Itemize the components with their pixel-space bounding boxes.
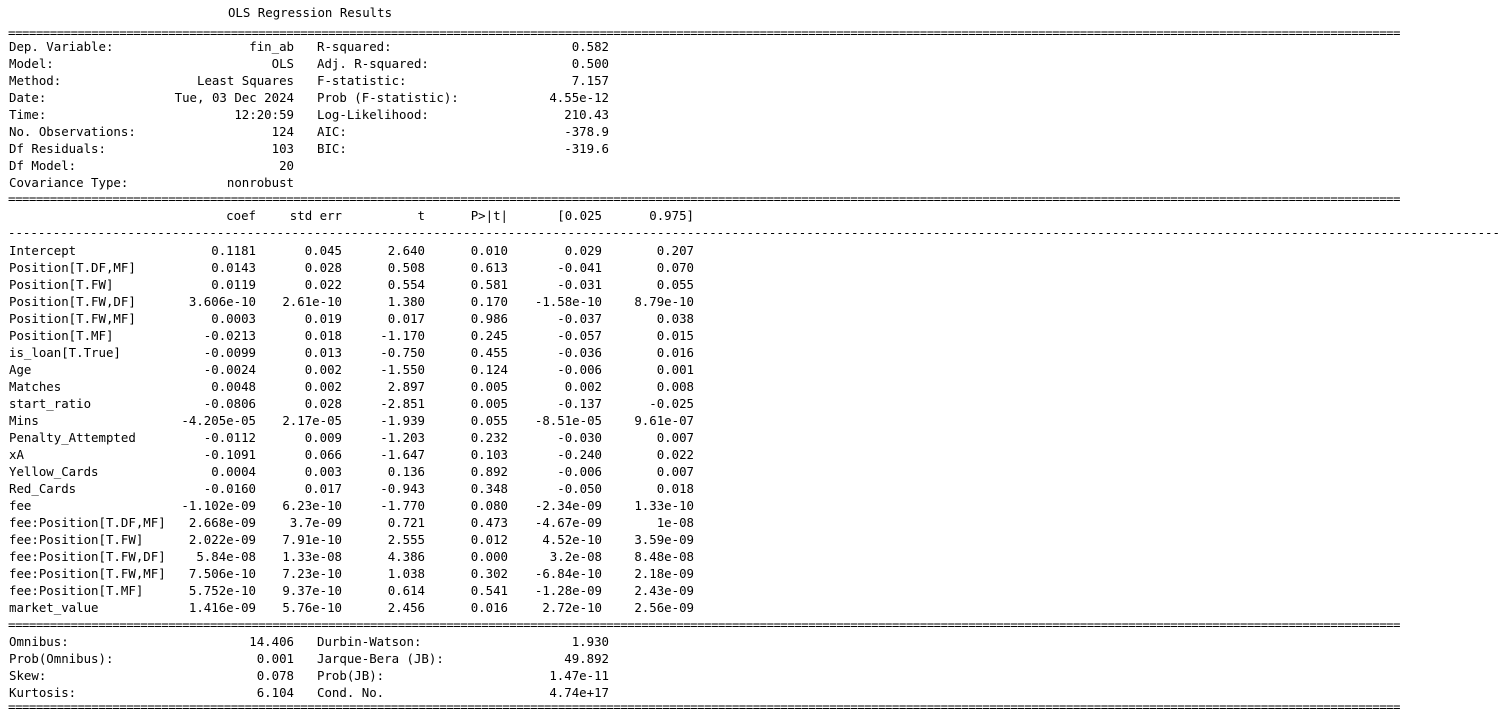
coef-cell: 0.001 — [656, 362, 694, 377]
coef-variable-name: fee — [9, 498, 32, 513]
coef-cell: 0.012 — [470, 532, 508, 547]
coef-cell: 0.348 — [470, 481, 508, 496]
summary-value: 210.43 — [564, 107, 609, 122]
bottom-rule: ======================================================================================================================================================================================================== — [8, 699, 1400, 714]
coef-cell: 0.0119 — [211, 277, 256, 292]
coef-cell: -0.0024 — [203, 362, 256, 377]
coef-variable-name: Penalty_Attempted — [9, 430, 136, 445]
coef-cell: 0.013 — [304, 345, 342, 360]
diagnostic-value: 4.74e+17 — [549, 685, 609, 700]
coef-variable-name: Red_Cards — [9, 481, 77, 496]
coef-cell: -8.51e-05 — [534, 413, 602, 428]
coef-cell: 0.008 — [656, 379, 694, 394]
coef-cell: 0.016 — [470, 600, 508, 615]
coef-variable-name: fee:Position[T.DF,MF] — [9, 515, 166, 530]
coef-cell: 1.416e-09 — [188, 600, 256, 615]
coef-cell: -0.0213 — [203, 328, 256, 343]
coef-cell: 0.018 — [304, 328, 342, 343]
coef-cell: 0.055 — [470, 413, 508, 428]
diagnostic-label: Prob(JB): — [317, 668, 385, 683]
coef-column-header: P>|t| — [470, 208, 508, 223]
summary-value: 124 — [271, 124, 294, 139]
coef-cell: 0.541 — [470, 583, 508, 598]
coef-variable-name: market_value — [9, 600, 99, 615]
section-rule: ======================================================================================================================================================================================================== — [8, 191, 1400, 206]
coef-cell: -0.050 — [557, 481, 602, 496]
coef-cell: -0.137 — [557, 396, 602, 411]
coef-cell: 0.170 — [470, 294, 508, 309]
coef-cell: 2.56e-09 — [634, 600, 694, 615]
coef-cell: 0.017 — [304, 481, 342, 496]
coef-cell: 1.33e-08 — [282, 549, 342, 564]
summary-row — [0, 106, 703, 123]
coef-cell: 0.302 — [470, 566, 508, 581]
top-rule: ======================================================================================================================================================================================================== — [8, 25, 1400, 40]
coef-cell: 0.986 — [470, 311, 508, 326]
coef-cell: 8.48e-08 — [634, 549, 694, 564]
coef-table-row — [0, 310, 703, 327]
summary-value: -378.9 — [564, 124, 609, 139]
coef-cell: 0.002 — [304, 379, 342, 394]
coef-cell: 3.59e-09 — [634, 532, 694, 547]
coef-table-row — [0, 582, 703, 599]
coef-cell: 0.473 — [470, 515, 508, 530]
summary-row — [0, 123, 703, 140]
diagnostic-value: 14.406 — [249, 634, 294, 649]
coef-table-row — [0, 327, 703, 344]
coef-cell: 3.7e-09 — [289, 515, 342, 530]
coef-cell: 0.000 — [470, 549, 508, 564]
coef-cell: -4.205e-05 — [181, 413, 256, 428]
coef-cell: 1.038 — [387, 566, 425, 581]
summary-label: BIC: — [317, 141, 347, 156]
coef-cell: 0.581 — [470, 277, 508, 292]
header-rule: -------------------------------------------------------------------------------------------------------------------------------------------------------------------------------------------------------- — [8, 225, 1500, 240]
coef-cell: 2.18e-09 — [634, 566, 694, 581]
coef-cell: -0.750 — [380, 345, 425, 360]
coef-cell: -1.170 — [380, 328, 425, 343]
coef-cell: -0.036 — [557, 345, 602, 360]
summary-value: 0.500 — [571, 56, 609, 71]
summary-label: Model: — [9, 56, 54, 71]
diagnostic-label: Kurtosis: — [9, 685, 77, 700]
coef-cell: 0.614 — [387, 583, 425, 598]
coef-table-row — [0, 463, 703, 480]
coef-cell: -1.28e-09 — [534, 583, 602, 598]
coef-table-row — [0, 446, 703, 463]
coef-cell: 0.005 — [470, 396, 508, 411]
coef-cell: 0.016 — [656, 345, 694, 360]
coef-cell: -0.0112 — [203, 430, 256, 445]
coef-cell: 7.506e-10 — [188, 566, 256, 581]
diagnostic-label: Durbin-Watson: — [317, 634, 422, 649]
coef-cell: 6.23e-10 — [282, 498, 342, 513]
summary-row — [0, 157, 703, 174]
coef-cell: 5.752e-10 — [188, 583, 256, 598]
coef-variable-name: Position[T.FW] — [9, 277, 114, 292]
coef-cell: -1.550 — [380, 362, 425, 377]
coef-cell: 1.33e-10 — [634, 498, 694, 513]
coef-variable-name: Age — [9, 362, 32, 377]
summary-label: Df Residuals: — [9, 141, 106, 156]
coef-cell: -0.025 — [649, 396, 694, 411]
coef-cell: -0.057 — [557, 328, 602, 343]
coef-cell: 0.232 — [470, 430, 508, 445]
coef-cell: 0.055 — [656, 277, 694, 292]
coef-cell: 0.136 — [387, 464, 425, 479]
coef-cell: 0.0143 — [211, 260, 256, 275]
diagnostic-value: 6.104 — [256, 685, 294, 700]
summary-value: -319.6 — [564, 141, 609, 156]
coef-cell: 2.456 — [387, 600, 425, 615]
coef-cell: 0.018 — [656, 481, 694, 496]
coef-table-row — [0, 344, 703, 361]
coef-cell: 0.070 — [656, 260, 694, 275]
coef-table-row — [0, 412, 703, 429]
coef-variable-name: Intercept — [9, 243, 77, 258]
coef-cell: 4.52e-10 — [542, 532, 602, 547]
summary-label: Prob (F-statistic): — [317, 90, 459, 105]
coef-cell: 7.23e-10 — [282, 566, 342, 581]
coef-cell: -0.031 — [557, 277, 602, 292]
coef-cell: 0.007 — [656, 430, 694, 445]
diagnostic-label: Prob(Omnibus): — [9, 651, 114, 666]
coef-cell: 0.613 — [470, 260, 508, 275]
coef-cell: 2.668e-09 — [188, 515, 256, 530]
coef-cell: -6.84e-10 — [534, 566, 602, 581]
coef-cell: 0.003 — [304, 464, 342, 479]
diagnostic-row — [0, 667, 703, 684]
coef-cell: 2.72e-10 — [542, 600, 602, 615]
coef-cell: 0.045 — [304, 243, 342, 258]
coef-cell: -4.67e-09 — [534, 515, 602, 530]
coef-cell: 8.79e-10 — [634, 294, 694, 309]
coef-variable-name: Position[T.FW,MF] — [9, 311, 136, 326]
coef-variable-name: xA — [9, 447, 24, 462]
coef-column-header: coef — [226, 208, 256, 223]
coef-cell: 0.508 — [387, 260, 425, 275]
coef-cell: 9.61e-07 — [634, 413, 694, 428]
coef-cell: 0.019 — [304, 311, 342, 326]
coef-cell: 0.124 — [470, 362, 508, 377]
coef-table-row — [0, 480, 703, 497]
coef-cell: -1.770 — [380, 498, 425, 513]
summary-row — [0, 55, 703, 72]
coef-variable-name: Matches — [9, 379, 62, 394]
summary-row — [0, 89, 703, 106]
coef-table-row — [0, 293, 703, 310]
summary-label: Covariance Type: — [9, 175, 129, 190]
coef-cell: 5.84e-08 — [196, 549, 256, 564]
coef-variable-name: Mins — [9, 413, 39, 428]
diagnostic-label: Jarque-Bera (JB): — [317, 651, 444, 666]
coef-cell: 0.002 — [564, 379, 602, 394]
summary-row — [0, 38, 703, 55]
coef-variable-name: is_loan[T.True] — [9, 345, 121, 360]
coef-cell: 0.080 — [470, 498, 508, 513]
coef-cell: 0.0003 — [211, 311, 256, 326]
coef-variable-name: fee:Position[T.MF] — [9, 583, 144, 598]
coef-cell: -2.851 — [380, 396, 425, 411]
summary-value: fin_ab — [249, 39, 294, 54]
diagnostic-value: 0.078 — [256, 668, 294, 683]
coef-variable-name: Position[T.FW,DF] — [9, 294, 136, 309]
section-rule: ======================================================================================================================================================================================================== — [8, 617, 1400, 632]
summary-row — [0, 174, 703, 191]
coef-header-row — [0, 207, 703, 224]
coef-cell: -0.006 — [557, 464, 602, 479]
coef-variable-name: start_ratio — [9, 396, 92, 411]
coef-cell: 0.245 — [470, 328, 508, 343]
diagnostic-value: 0.001 — [256, 651, 294, 666]
coef-cell: 9.37e-10 — [282, 583, 342, 598]
coef-table-row — [0, 599, 703, 616]
coef-cell: 0.103 — [470, 447, 508, 462]
coef-table-row — [0, 429, 703, 446]
coef-cell: 0.010 — [470, 243, 508, 258]
coef-cell: -0.006 — [557, 362, 602, 377]
diagnostic-row — [0, 650, 703, 667]
summary-label: Dep. Variable: — [9, 39, 114, 54]
coef-cell: 0.007 — [656, 464, 694, 479]
coef-table-row — [0, 276, 703, 293]
coef-cell: 0.028 — [304, 260, 342, 275]
summary-label: Date: — [9, 90, 47, 105]
coef-variable-name: Position[T.DF,MF] — [9, 260, 136, 275]
coef-cell: 1e-08 — [656, 515, 694, 530]
coef-cell: -2.34e-09 — [534, 498, 602, 513]
coef-cell: 3.2e-08 — [549, 549, 602, 564]
summary-value: OLS — [271, 56, 294, 71]
summary-value: 7.157 — [571, 73, 609, 88]
summary-value: nonrobust — [226, 175, 294, 190]
coef-cell: -1.203 — [380, 430, 425, 445]
diagnostic-label: Omnibus: — [9, 634, 69, 649]
coef-table-row — [0, 395, 703, 412]
coef-cell: 0.207 — [656, 243, 694, 258]
diagnostic-value: 49.892 — [564, 651, 609, 666]
coef-cell: 2.61e-10 — [282, 294, 342, 309]
coef-cell: 0.892 — [470, 464, 508, 479]
coef-cell: 2.897 — [387, 379, 425, 394]
coef-cell: 2.022e-09 — [188, 532, 256, 547]
summary-row — [0, 140, 703, 157]
coef-cell: 2.43e-09 — [634, 583, 694, 598]
coef-variable-name: Yellow_Cards — [9, 464, 99, 479]
coef-cell: 0.554 — [387, 277, 425, 292]
coef-cell: 0.022 — [304, 277, 342, 292]
coef-cell: -0.0806 — [203, 396, 256, 411]
coef-cell: 0.066 — [304, 447, 342, 462]
coef-table-row — [0, 497, 703, 514]
coef-column-header: [0.025 — [557, 208, 602, 223]
summary-row — [0, 72, 703, 89]
summary-label: Log-Likelihood: — [317, 107, 429, 122]
summary-label: Time: — [9, 107, 47, 122]
coef-cell: -0.943 — [380, 481, 425, 496]
coef-column-header: t — [417, 208, 425, 223]
summary-label: Method: — [9, 73, 62, 88]
summary-label: Df Model: — [9, 158, 77, 173]
coef-cell: 5.76e-10 — [282, 600, 342, 615]
coef-cell: 0.015 — [656, 328, 694, 343]
summary-label: No. Observations: — [9, 124, 136, 139]
coef-cell: -0.240 — [557, 447, 602, 462]
coef-cell: 0.455 — [470, 345, 508, 360]
coef-cell: 0.002 — [304, 362, 342, 377]
coef-cell: 0.029 — [564, 243, 602, 258]
coef-cell: 7.91e-10 — [282, 532, 342, 547]
summary-value: 12:20:59 — [234, 107, 294, 122]
coef-cell: 2.640 — [387, 243, 425, 258]
coef-cell: 0.028 — [304, 396, 342, 411]
coef-cell: -0.1091 — [203, 447, 256, 462]
coef-cell: 0.0004 — [211, 464, 256, 479]
coef-cell: 0.005 — [470, 379, 508, 394]
coef-table-row — [0, 378, 703, 395]
summary-value: 103 — [271, 141, 294, 156]
summary-label: R-squared: — [317, 39, 392, 54]
coef-variable-name: Position[T.MF] — [9, 328, 114, 343]
coef-table-row — [0, 242, 703, 259]
coef-cell: -0.041 — [557, 260, 602, 275]
summary-value: Least Squares — [197, 73, 294, 88]
summary-value: 20 — [279, 158, 294, 173]
diagnostic-row — [0, 633, 703, 650]
coef-variable-name: fee:Position[T.FW,DF] — [9, 549, 166, 564]
report-title: OLS Regression Results — [227, 5, 393, 20]
coef-cell: 0.1181 — [211, 243, 256, 258]
coef-cell: -0.0160 — [203, 481, 256, 496]
diagnostic-label: Skew: — [9, 668, 47, 683]
coef-cell: -0.030 — [557, 430, 602, 445]
coef-cell: -1.939 — [380, 413, 425, 428]
coef-cell: 2.555 — [387, 532, 425, 547]
coef-cell: 0.022 — [656, 447, 694, 462]
summary-label: F-statistic: — [317, 73, 407, 88]
diagnostic-value: 1.47e-11 — [549, 668, 609, 683]
coef-cell: 3.606e-10 — [188, 294, 256, 309]
coef-table-row — [0, 548, 703, 565]
summary-value: Tue, 03 Dec 2024 — [174, 90, 294, 105]
coef-table-row — [0, 259, 703, 276]
coef-column-header: std err — [289, 208, 342, 223]
coef-variable-name: fee:Position[T.FW] — [9, 532, 144, 547]
summary-value: 0.582 — [571, 39, 609, 54]
coef-variable-name: fee:Position[T.FW,MF] — [9, 566, 166, 581]
summary-label: AIC: — [317, 124, 347, 139]
coef-cell: -0.037 — [557, 311, 602, 326]
diagnostic-value: 1.930 — [571, 634, 609, 649]
summary-label: Adj. R-squared: — [317, 56, 429, 71]
coef-cell: 0.038 — [656, 311, 694, 326]
coef-table-row — [0, 361, 703, 378]
coef-cell: 2.17e-05 — [282, 413, 342, 428]
coef-table-row — [0, 531, 703, 548]
coef-cell: -1.58e-10 — [534, 294, 602, 309]
coef-cell: 0.009 — [304, 430, 342, 445]
summary-value: 4.55e-12 — [549, 90, 609, 105]
coef-cell: 0.721 — [387, 515, 425, 530]
coef-cell: 4.386 — [387, 549, 425, 564]
coef-cell: 1.380 — [387, 294, 425, 309]
coef-cell: -1.647 — [380, 447, 425, 462]
coef-cell: 0.017 — [387, 311, 425, 326]
diagnostic-label: Cond. No. — [317, 685, 385, 700]
coef-table-row — [0, 514, 703, 531]
coef-column-header: 0.975] — [649, 208, 694, 223]
coef-table-row — [0, 565, 703, 582]
coef-cell: 0.0048 — [211, 379, 256, 394]
coef-cell: -1.102e-09 — [181, 498, 256, 513]
coef-cell: -0.0099 — [203, 345, 256, 360]
